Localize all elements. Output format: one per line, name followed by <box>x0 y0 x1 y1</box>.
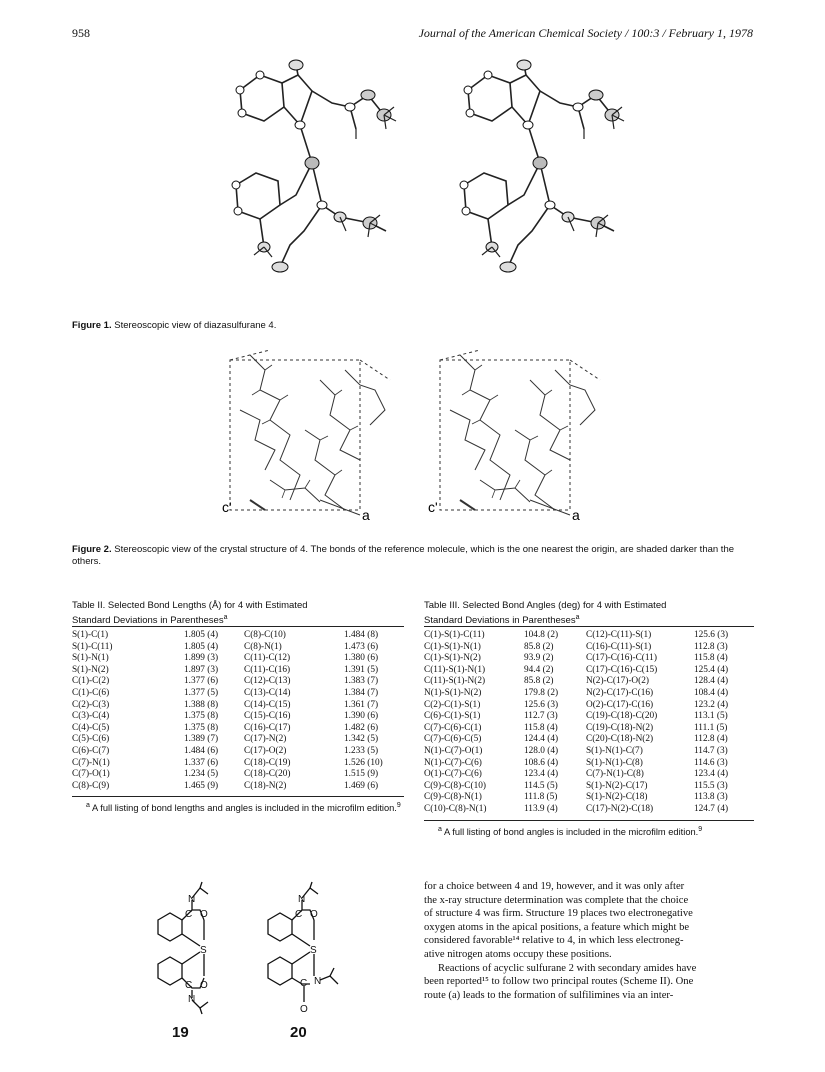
table-row <box>72 734 404 746</box>
bond-label-cell: C(6)-C(7) <box>72 745 110 756</box>
table-row <box>424 676 754 688</box>
bond-value-cell: 1.380 (6) <box>344 653 379 664</box>
figure2-axis-label-a-left: a <box>362 507 370 523</box>
table-row <box>424 665 754 677</box>
bond-value-cell: 1.375 (8) <box>184 711 219 722</box>
table2-footnote-text: A full listing of bond lengths and angles is included in the microfilm edition. <box>91 803 397 814</box>
bond-value-cell: 123.4 (4) <box>694 769 729 780</box>
bond-label-cell: C(19)-C(18)-C(20) <box>586 711 658 722</box>
bond-label-cell: N(2)-C(17)-O(2) <box>586 676 649 687</box>
bond-value-cell: 124.4 (4) <box>524 734 559 745</box>
bond-value-cell: 1.337 (6) <box>184 757 219 768</box>
body-line: Reactions of acyclic sulfurane 2 with secondary amides have <box>438 962 697 974</box>
bond-value-cell: 114.5 (5) <box>524 780 558 791</box>
bond-label-cell: C(11)-C(12) <box>244 653 291 664</box>
figure2-axis-label-c-left: c' <box>222 499 232 515</box>
bond-label-cell: C(19)-C(18)-N(2) <box>586 722 654 733</box>
bond-value-cell: 1.390 (6) <box>344 711 379 722</box>
bond-value-cell: 1.515 (9) <box>344 769 379 780</box>
bond-label-cell: C(8)-C(10) <box>244 630 286 640</box>
bond-value-cell: 1.342 (5) <box>344 734 379 745</box>
bond-value-cell: 123.4 (4) <box>524 769 559 780</box>
body-line: the x-ray structure determination was complete that the choice <box>424 894 689 906</box>
bond-value-cell: 1.388 (8) <box>184 699 219 710</box>
bond-value-cell: 1.484 (8) <box>344 630 379 640</box>
bond-value-cell: 114.7 (3) <box>694 745 728 756</box>
table-row <box>424 746 754 758</box>
bond-value-cell: 1.234 (5) <box>184 769 219 780</box>
table2-title <box>72 600 404 627</box>
bond-value-cell: 108.4 (4) <box>694 687 729 698</box>
table3-footnote-ref: 9 <box>698 826 703 833</box>
bond-value-cell: 1.805 (4) <box>184 641 219 652</box>
table2-footnote <box>72 800 404 815</box>
bond-value-cell: 1.383 (7) <box>344 676 379 687</box>
bond-value-cell: 94.4 (2) <box>524 664 554 675</box>
bond-label-cell: C(18)-N(2) <box>244 780 287 791</box>
table-row <box>424 653 754 665</box>
bond-label-cell: C(6)-C(1)-S(1) <box>424 711 481 722</box>
bond-value-cell: 125.6 (3) <box>524 699 559 710</box>
figure1-caption <box>72 320 276 332</box>
table2-bond-lengths <box>72 630 404 792</box>
bond-label-cell: S(1)-C(11) <box>72 641 113 652</box>
bond-value-cell: 112.7 (3) <box>524 711 558 722</box>
bond-value-cell: 1.377 (5) <box>184 687 219 698</box>
bond-label-cell: C(18)-C(19) <box>244 757 291 768</box>
bond-value-cell: 124.7 (4) <box>694 803 729 814</box>
bond-value-cell: 125.6 (3) <box>694 630 729 640</box>
table-row <box>424 642 754 654</box>
figure2-packing-image <box>210 340 630 530</box>
bond-value-cell: 1.377 (6) <box>184 676 219 687</box>
bond-label-cell: O(2)-C(17)-C(16) <box>586 699 654 710</box>
bond-value-cell: 108.6 (4) <box>524 757 559 768</box>
bond-label-cell: C(7)-N(1)-C(8) <box>586 769 644 780</box>
table-row <box>72 630 404 642</box>
bond-label-cell: C(4)-C(5) <box>72 722 110 733</box>
bond-label-cell: C(8)-C(9) <box>72 780 110 791</box>
body-line: ative nitrogen atoms occupy these positions. <box>424 948 612 960</box>
bond-label-cell: S(1)-N(1) <box>72 653 109 664</box>
struct20-c-bottom: C <box>300 978 308 989</box>
table-row <box>72 758 404 770</box>
table3-bottom-rule <box>424 820 754 821</box>
struct20-o-bottom: O <box>300 1004 308 1015</box>
bond-value-cell: 1.391 (5) <box>344 664 379 675</box>
bond-value-cell: 1.389 (7) <box>184 734 219 745</box>
table3-footnote-mark: a <box>438 826 442 833</box>
bond-label-cell: C(10)-C(8)-N(1) <box>424 803 487 814</box>
bond-value-cell: 1.465 (9) <box>184 780 219 791</box>
bond-value-cell: 115.5 (3) <box>694 780 728 791</box>
table-row <box>72 746 404 758</box>
compound-label-20: 20 <box>290 1024 307 1041</box>
struct19-s: S <box>200 945 207 956</box>
table-row <box>72 781 404 793</box>
page-number: 958 <box>72 26 90 40</box>
figure1-label: Figure 1. <box>72 320 112 331</box>
bond-value-cell: 115.8 (4) <box>524 722 558 733</box>
table-row <box>424 769 754 781</box>
bond-label-cell: N(1)-C(7)-O(1) <box>424 745 483 756</box>
table2-title-line2: Standard Deviations in Parentheses <box>72 615 224 627</box>
struct19-c-bottom: C <box>185 980 193 991</box>
bond-label-cell: N(1)-S(1)-N(2) <box>424 687 482 698</box>
bond-value-cell: 123.2 (4) <box>694 699 729 710</box>
bond-label-cell: C(3)-C(4) <box>72 711 110 722</box>
figure2-caption-text: Stereoscopic view of the crystal structure of 4. The bonds of the reference molecule, which is the one nearest the origin, are shaded darker than the others. <box>72 544 735 567</box>
table-row <box>72 688 404 700</box>
bond-label-cell: C(17)-O(2) <box>244 745 287 756</box>
bond-value-cell: 115.8 (4) <box>694 653 728 664</box>
table-row <box>72 676 404 688</box>
bond-label-cell: C(16)-C(11)-S(1) <box>586 641 652 652</box>
bond-label-cell: C(2)-C(3) <box>72 699 110 710</box>
table-row <box>72 711 404 723</box>
bond-label-cell: S(1)-N(1)-C(7) <box>586 745 643 756</box>
struct19-c-top: C <box>185 909 193 920</box>
table-row <box>424 688 754 700</box>
struct19-o-top: O <box>200 909 208 920</box>
bond-value-cell: 1.482 (6) <box>344 722 379 733</box>
bond-label-cell: C(17)-C(16)-C(15) <box>586 664 658 675</box>
bond-label-cell: C(17)-N(2) <box>244 734 287 745</box>
bond-value-cell: 1.899 (3) <box>184 653 219 664</box>
figure2-caption <box>72 544 752 568</box>
bond-label-cell: S(1)-N(2) <box>72 664 109 675</box>
table-row <box>424 792 754 804</box>
bond-value-cell: 113.8 (3) <box>694 792 728 803</box>
table3-title-mark: a <box>575 614 580 621</box>
bond-value-cell: 1.526 (10) <box>344 757 383 768</box>
bond-value-cell: 179.8 (2) <box>524 687 559 698</box>
bond-label-cell: C(11)-S(1)-N(2) <box>424 676 486 687</box>
table-row <box>72 700 404 712</box>
struct19-n-bottom: N <box>188 994 196 1005</box>
table-row <box>72 769 404 781</box>
bond-value-cell: 113.1 (5) <box>694 711 728 722</box>
bond-label-cell: S(1)-C(1) <box>72 630 109 640</box>
bond-label-cell: C(7)-O(1) <box>72 769 110 780</box>
bond-value-cell: 1.375 (8) <box>184 722 219 733</box>
table3-footnote-text: A full listing of bond angles is included in the microfilm edition. <box>443 827 699 838</box>
bond-value-cell: 112.8 (4) <box>694 734 728 745</box>
figure2-axis-label-c-right: c' <box>428 499 438 515</box>
table-row <box>424 781 754 793</box>
bond-value-cell: 114.6 (3) <box>694 757 728 768</box>
body-line: route (a) leads to the formation of sulfilimines via an inter- <box>424 989 674 1001</box>
bond-label-cell: C(18)-C(20) <box>244 769 291 780</box>
bond-value-cell: 111.8 (5) <box>524 792 558 803</box>
table-row <box>424 758 754 770</box>
bond-value-cell: 85.8 (2) <box>524 641 554 652</box>
bond-label-cell: C(17)-C(16)-C(11) <box>586 653 657 664</box>
bond-label-cell: C(12)-C(11)-S(1) <box>586 630 652 640</box>
bond-value-cell: 85.8 (2) <box>524 676 554 687</box>
bond-label-cell: S(1)-N(1)-C(8) <box>586 757 643 768</box>
bond-label-cell: C(11)-S(1)-N(1) <box>424 664 486 675</box>
structures-19-20 <box>140 880 360 1020</box>
bond-value-cell: 128.4 (4) <box>694 676 729 687</box>
struct20-n-bottom: N <box>314 976 322 987</box>
bond-value-cell: 1.384 (7) <box>344 687 379 698</box>
table-row <box>424 711 754 723</box>
body-line: of structure 4 was firm. Structure 19 places two electronegative <box>424 908 693 920</box>
table2-title-mark: a <box>223 614 228 621</box>
table3-title <box>424 600 754 627</box>
bond-value-cell: 125.4 (4) <box>694 664 729 675</box>
bond-label-cell: C(13)-C(14) <box>244 687 291 698</box>
bond-label-cell: C(9)-C(8)-N(1) <box>424 792 482 803</box>
bond-label-cell: C(16)-C(17) <box>244 722 291 733</box>
table3-top-rule <box>424 626 754 627</box>
bond-label-cell: C(9)-C(8)-C(10) <box>424 780 486 791</box>
table-row <box>424 723 754 735</box>
bond-label-cell: N(1)-C(7)-C(6) <box>424 757 482 768</box>
table-row <box>72 723 404 735</box>
compound-label-19: 19 <box>172 1024 189 1041</box>
bond-value-cell: 1.805 (4) <box>184 630 219 640</box>
bond-label-cell: S(1)-N(2)-C(17) <box>586 780 648 791</box>
bond-value-cell: 1.897 (3) <box>184 664 219 675</box>
struct19-n-top: N <box>188 894 196 905</box>
table3-bond-angles <box>424 630 754 816</box>
figure2-label: Figure 2. <box>72 544 112 555</box>
struct20-c-top: C <box>295 909 303 920</box>
body-paragraph <box>424 880 756 1002</box>
table3-title-line2: Standard Deviations in Parentheses <box>424 615 576 627</box>
bond-label-cell: C(1)-S(1)-N(1) <box>424 641 481 652</box>
body-line: been reported¹⁵ to follow two principal routes (Scheme II). One <box>424 976 694 988</box>
bond-label-cell: C(20)-C(18)-N(2) <box>586 734 654 745</box>
bond-value-cell: 104.8 (2) <box>524 630 559 640</box>
bond-value-cell: 1.233 (5) <box>344 745 379 756</box>
bond-label-cell: S(1)-N(2)-C(18) <box>586 792 648 803</box>
running-header: Journal of the American Chemical Society / 100:3 / February 1, 1978 <box>418 26 753 40</box>
bond-value-cell: 112.8 (3) <box>694 641 728 652</box>
bond-label-cell: C(14)-C(15) <box>244 699 291 710</box>
table2-footnote-mark: a <box>86 802 90 809</box>
bond-label-cell: C(1)-C(2) <box>72 676 110 687</box>
bond-label-cell: C(1)-C(6) <box>72 687 110 698</box>
struct20-n-top: N <box>298 894 306 905</box>
bond-value-cell: 128.0 (4) <box>524 745 559 756</box>
body-line: oxygen atoms in the apical positions, a feature which might be <box>424 921 690 933</box>
table-row <box>424 630 754 642</box>
bond-label-cell: C(7)-C(6)-C(1) <box>424 722 482 733</box>
table2-footnote-ref: 9 <box>396 802 401 809</box>
figure1-ortep-image <box>200 55 640 310</box>
table3-footnote <box>424 824 754 839</box>
bond-label-cell: C(7)-N(1) <box>72 757 110 768</box>
struct20-s: S <box>310 945 317 956</box>
table-row <box>424 804 754 816</box>
bond-value-cell: 111.1 (5) <box>694 722 728 733</box>
bond-value-cell: 113.9 (4) <box>524 803 558 814</box>
bond-label-cell: C(12)-C(13) <box>244 676 291 687</box>
body-line: considered favorable¹⁴ relative to 4, in which less electroneg- <box>424 935 684 947</box>
table-row <box>72 653 404 665</box>
bond-label-cell: C(2)-C(1)-S(1) <box>424 699 481 710</box>
figure2-axis-label-a-right: a <box>572 507 580 523</box>
bond-value-cell: 1.473 (6) <box>344 641 379 652</box>
body-line: for a choice between 4 and 19, however, and it was only after <box>424 881 685 892</box>
bond-label-cell: C(1)-S(1)-N(2) <box>424 653 481 664</box>
table-row <box>72 665 404 677</box>
struct19-o-bottom: O <box>200 980 208 991</box>
bond-label-cell: O(1)-C(7)-C(6) <box>424 769 482 780</box>
table3-title-line1: Table III. Selected Bond Angles (deg) for 4 with Estimated <box>424 600 667 611</box>
bond-label-cell: C(8)-N(1) <box>244 641 282 652</box>
bond-label-cell: C(7)-C(6)-C(5) <box>424 734 482 745</box>
bond-value-cell: 93.9 (2) <box>524 653 554 664</box>
bond-label-cell: C(15)-C(16) <box>244 711 291 722</box>
bond-label-cell: N(2)-C(17)-C(16) <box>586 687 654 698</box>
table-row <box>424 700 754 712</box>
bond-label-cell: C(1)-S(1)-C(11) <box>424 630 485 640</box>
table-row <box>72 642 404 654</box>
bond-label-cell: C(5)-C(6) <box>72 734 110 745</box>
bond-value-cell: 1.484 (6) <box>184 745 219 756</box>
table2-bottom-rule <box>72 796 404 797</box>
table2-title-line1: Table II. Selected Bond Lengths (Å) for 4 with Estimated <box>72 600 308 611</box>
table2-top-rule <box>72 626 404 627</box>
bond-label-cell: C(11)-C(16) <box>244 664 291 675</box>
bond-label-cell: C(17)-N(2)-C(18) <box>586 803 654 814</box>
bond-value-cell: 1.469 (6) <box>344 780 379 791</box>
struct20-o-top: O <box>310 909 318 920</box>
figure1-caption-text: Stereoscopic view of diazasulfurane 4. <box>114 320 277 331</box>
bond-value-cell: 1.361 (7) <box>344 699 379 710</box>
table-row <box>424 734 754 746</box>
